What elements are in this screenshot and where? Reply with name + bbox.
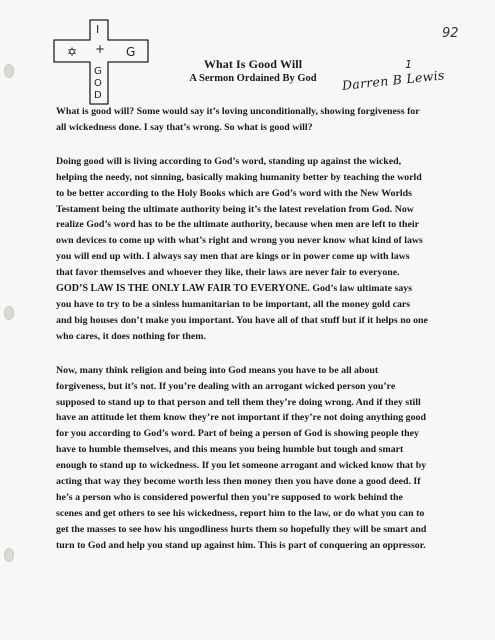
cross-vertical-4: O (94, 78, 102, 89)
binder-hole-bottom (4, 548, 14, 562)
page-title: What Is Good Will (203, 57, 303, 71)
cross-right-letter: G (126, 45, 136, 59)
cross-vertical-2: + (95, 42, 106, 56)
sermon-header (148, 56, 358, 86)
handwritten-signature: Darren B Lewis (341, 67, 446, 93)
cross-vertical-1: I (96, 23, 100, 36)
binder-hole-middle (4, 306, 14, 320)
page-subtitle: A Sermon Ordained By God (189, 73, 317, 84)
binder-hole-top (4, 64, 14, 78)
paragraph-2-text-after: God’s law ultimate says you have to try to be a sinless humanitarian to be important, all the money gold cars and big houses don’t make you important. You have all of that stuff but if it helps no one who cares, it does nothing for them. (56, 283, 428, 342)
cross-vertical-3: G (94, 66, 102, 77)
paragraph-1: What is good will? Some would say it’s loving unconditionally, showing forgiveness for all wickedness done. I say that’s wrong. So what is good will? (56, 106, 420, 133)
cross-vertical-5: D (94, 90, 102, 101)
signature-number: 1 (405, 58, 412, 71)
paragraph-2 (56, 154, 428, 345)
page-number: 92 (442, 26, 459, 41)
cross-left-star-icon: ✡ (67, 45, 78, 59)
paragraph-3: Now, many think religion and being into God means you have to be all about forgiveness, but it’s not. If you’re dealing with an arrogant wicked person you’re supposed to stand up to that person and tell them they’re doing wrong. And if they still have an attitude let them know they’re not important if they’re not doing anything good for you according to God’s word. Part of being a person of God is showing people they have to humble themselves, and this means you being humble but tough and smart enough to stand up to wickedness. If you let someone arrogant and wicked know that by acting that way they become worth less then money then you have done a good deed. If he’s a person who is considered powerful then you’re supposed to work behind the scenes and get others to see his wickedness, report him to the law, or do what you can to get the masses to see how his ungodliness hurts them so hopefully they will be smart and turn to God and help you stand up against him. This is part of conquering an oppressor. (56, 364, 427, 551)
paragraph-2-emphasis: GOD’S LAW IS THE ONLY LAW FAIR TO EVERYONE. (56, 283, 310, 295)
cross-drawing (50, 18, 160, 106)
sermon-body (56, 104, 428, 572)
paragraph-2-text-before: Doing good will is living according to God’s word, standing up against the wicked, helping the needy, not sinning, basically making humanity better by teaching the world to be better according to the Holy Books which are God’s word with the New Worlds Testament being the ultimate authority being it’s the latest revelation from God. Now realize God’s word has to be the ultimate authority, because when men are left to their own devices to come up with what’s right and wrong you never know what kind of laws you will end up with. I always say men that are kings or in power come up with laws that favor themselves and whoever they like, their laws are never fair to everyone. (56, 155, 423, 279)
